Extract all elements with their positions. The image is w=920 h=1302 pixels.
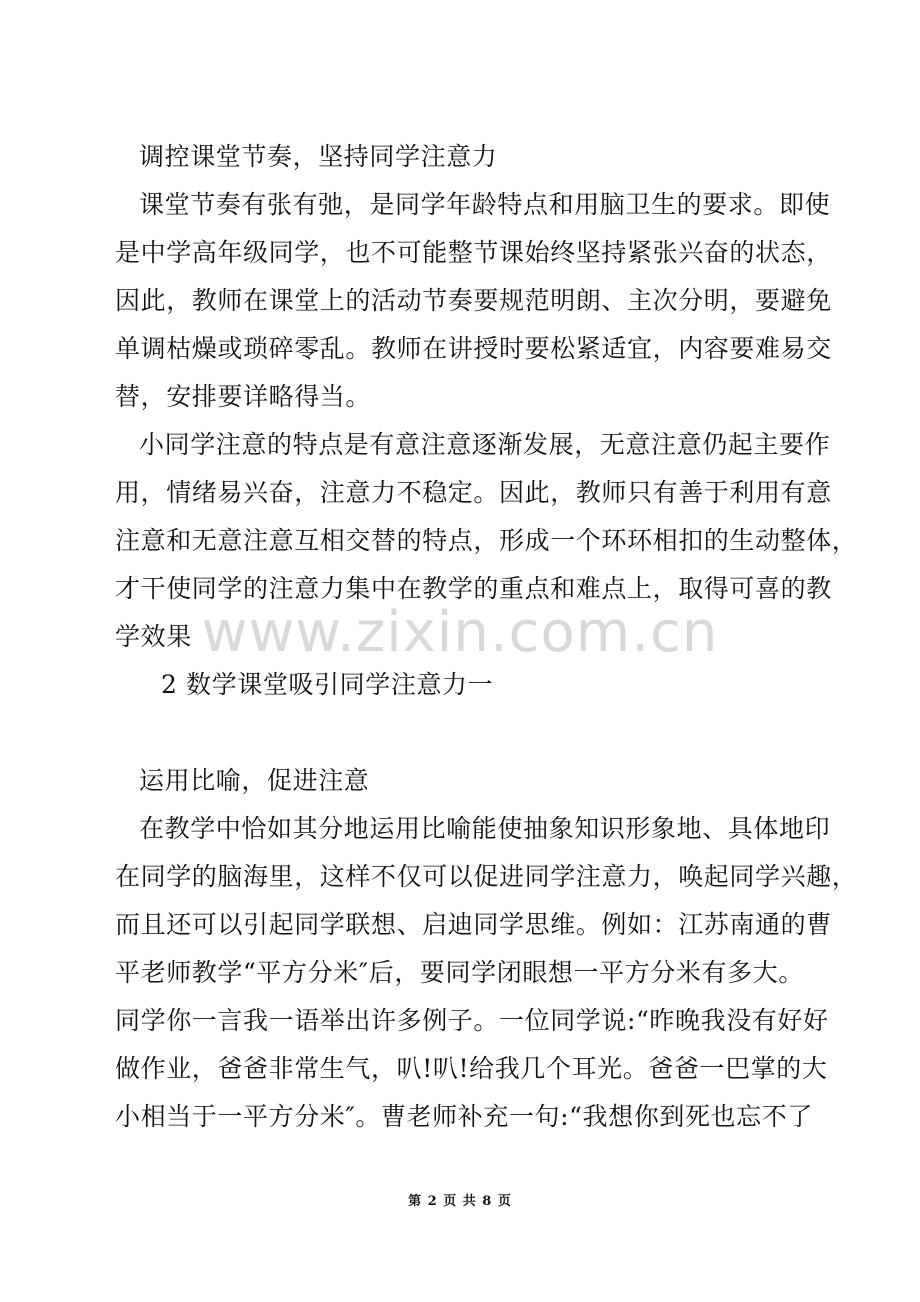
paragraph-line: 小相当于一平方分米″。曹老师补充一句:“我想你到死也忘不了 (115, 1102, 813, 1131)
paragraph-line: 注意和无意注意互相交替的特点，形成一个环环相扣的生动整体， (115, 526, 858, 555)
paragraph-line: 用，情绪易兴奋，注意力不稳定。因此，教师只有善于利用有意 (115, 478, 832, 507)
paragraph-line: 才干使同学的注意力集中在教学的重点和难点上，取得可喜的教 (115, 574, 832, 603)
paragraph-line: 同学你一言我一语举出许多例子。一位同学说:“昨晚我没有好好 (115, 1006, 829, 1035)
section-heading-numbered: 2 数学课堂吸引同学注意力一 (161, 670, 494, 699)
paragraph-line: 因此，教师在课堂上的活动节奏要规范明朗、主次分明，要避免 (115, 286, 832, 315)
paragraph-line: 学效果 (115, 622, 192, 651)
watermark: www.zixin.com.cn (201, 600, 719, 665)
paragraph-line: 在教学中恰如其分地运用比喻能使抽象知识形象地、具体地印 (139, 814, 831, 843)
page-footer: 第 2 页 共 8 页 (408, 1194, 512, 1209)
paragraph-line: 而且还可以引起同学联想、启迪同学思维。例如：江苏南通的曹 (115, 910, 832, 939)
paragraph-line: 平老师教学“平方分米″后，要同学闭眼想一平方分米有多大。 (115, 958, 804, 987)
paragraph-line: 做作业，爸爸非常生气，叭!叭!给我几个耳光。爸爸一巴掌的大 (115, 1054, 828, 1083)
paragraph-line: 单调枯燥或琐碎零乱。教师在讲授时要松紧适宜，内容要难易交 (115, 334, 832, 363)
paragraph-line: 替，安排要详略得当。 (115, 382, 372, 411)
paragraph-line: 课堂节奏有张有弛，是同学年龄特点和用脑卫生的要求。即使 (139, 190, 831, 219)
paragraph-line: 小同学注意的特点是有意注意逐渐发展，无意注意仍起主要作 (139, 430, 831, 459)
paragraph-line: 在同学的脑海里，这样不仅可以促进同学注意力，唤起同学兴趣， (115, 862, 858, 891)
paragraph-line: 是中学高年级同学，也不可能整节课始终坚持紧张兴奋的状态， (115, 238, 832, 267)
section-heading-metaphor: 运用比喻，促进注意 (139, 766, 370, 795)
section-heading-rhythm: 调控课堂节奏，坚持同学注意力 (139, 142, 498, 171)
